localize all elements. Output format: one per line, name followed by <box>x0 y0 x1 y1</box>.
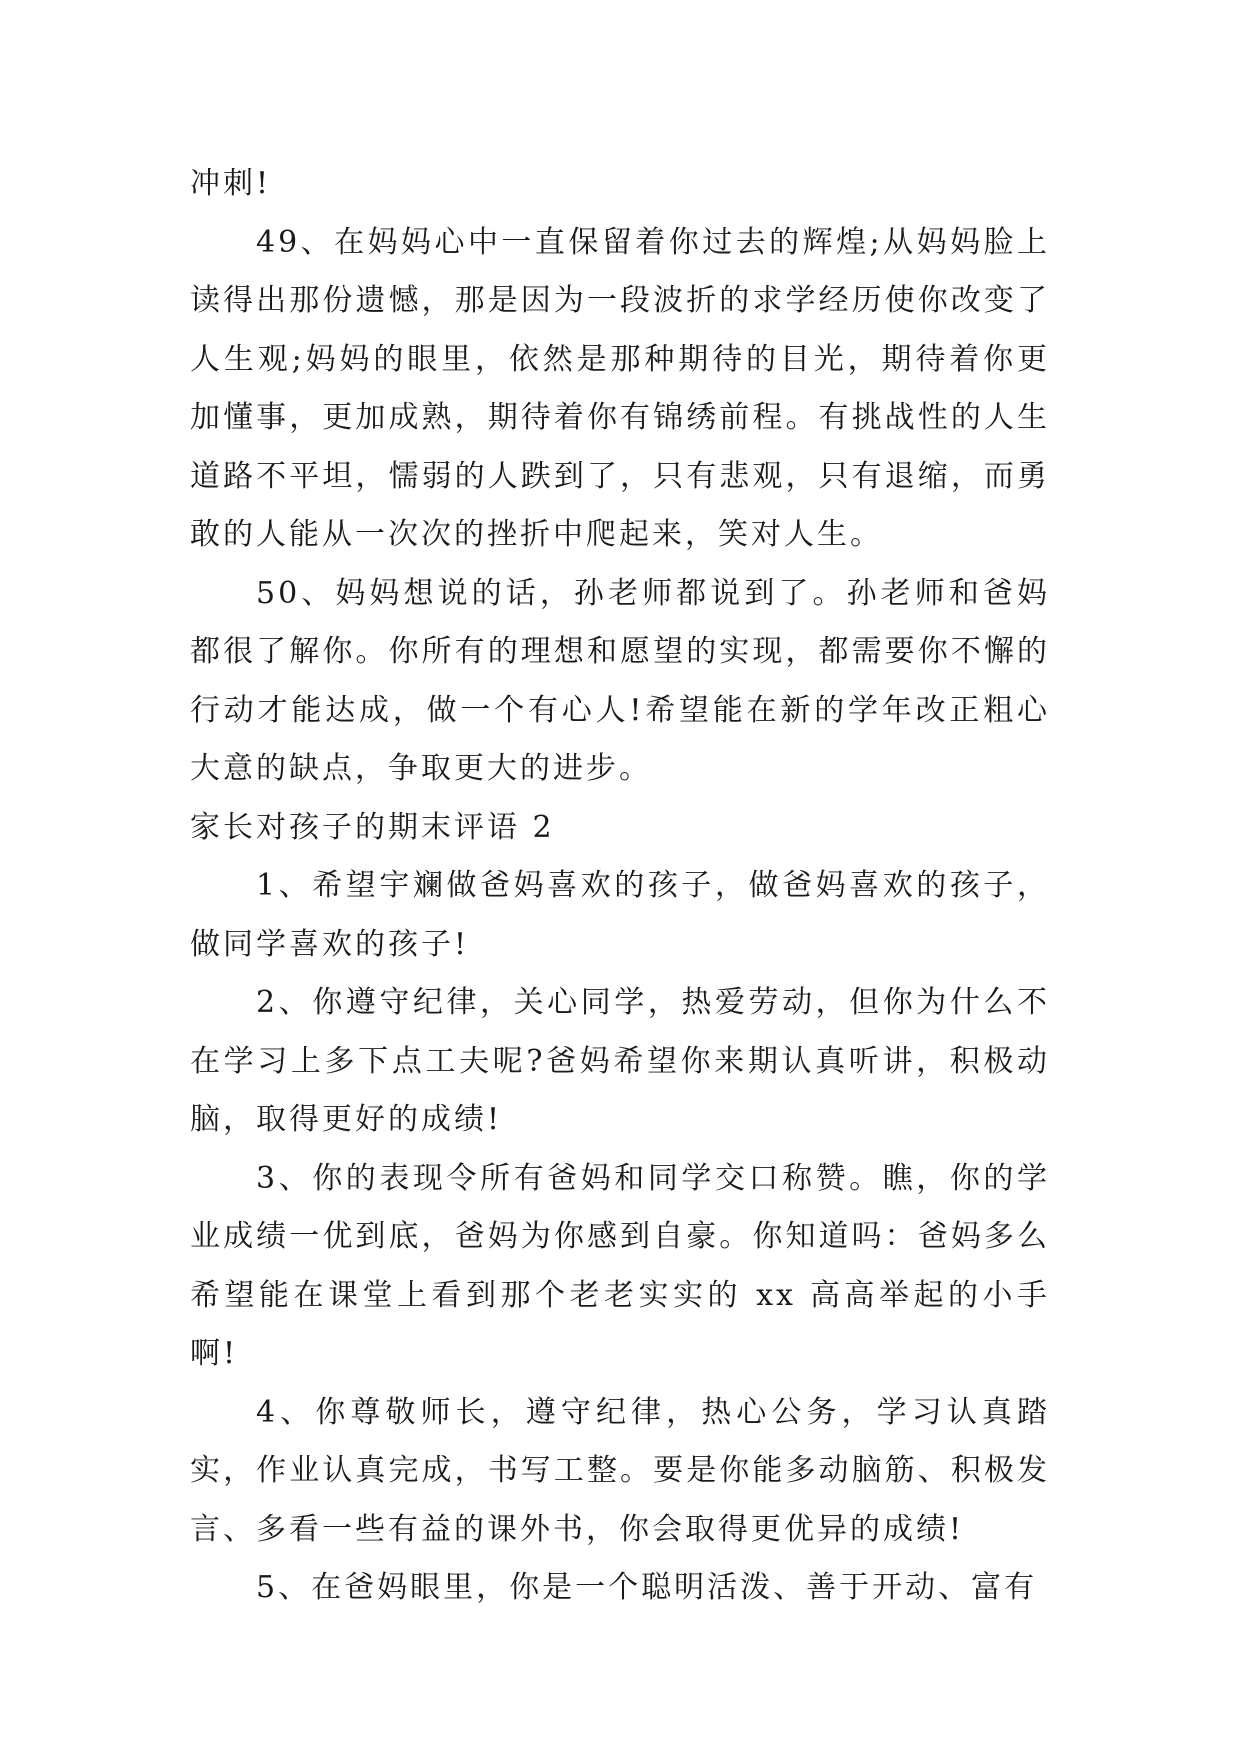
paragraph-3: 3、你的表现令所有爸妈和同学交口称赞。瞧，你的学业成绩一优到底，爸妈为你感到自豪。你知道吗：爸妈多么希望能在课堂上看到那个老老实实的 xx 高高举起的小手啊! <box>190 1160 1050 1371</box>
paragraph-5: 5、在爸妈眼里，你是一个聪明活泼、善于开动、富有 <box>256 1570 1038 1605</box>
paragraph-4: 4、你尊敬师长，遵守纪律，热心公务，学习认真踏实，作业认真完成，书写工整。要是你能多动脑筋、积极发言、多看一些有益的课外书，你会取得更优异的成绩! <box>190 1394 1050 1547</box>
continuation-line: 冲刺! <box>190 166 272 201</box>
paragraph-50: 50、妈妈想说的话，孙老师都说到了。孙老师和爸妈都很了解你。你所有的理想和愿望的实现，都需要你不懈的行动才能达成，做一个有心人!希望能在新的学年改正粗心大意的缺点，争取更大的进步。 <box>190 575 1050 786</box>
paragraph-49: 49、在妈妈心中一直保留着你过去的辉煌;从妈妈脸上读得出那份遗憾，那是因为一段波折的求学经历使你改变了人生观;妈妈的眼里，依然是那种期待的目光，期待着你更加懂事，更加成熟，期待着你有锦绣前程。有挑战性的人生道路不平坦，懦弱的人跌到了，只有悲观，只有退缩，而勇敢的人能从一次次的挫折中爬起来，笑对人生。 <box>190 224 1050 552</box>
paragraph-1: 1、希望宇斓做爸妈喜欢的孩子，做爸妈喜欢的孩子，做同学喜欢的孩子! <box>190 868 1050 962</box>
section-heading: 家长对孩子的期末评语 2 <box>190 809 555 845</box>
paragraph-2: 2、你遵守纪律，关心同学，热爱劳动，但你为什么不在学习上多下点工夫呢?爸妈希望你来期认真听讲，积极动脑，取得更好的成绩! <box>190 985 1050 1137</box>
document-body <box>190 155 1050 1618</box>
